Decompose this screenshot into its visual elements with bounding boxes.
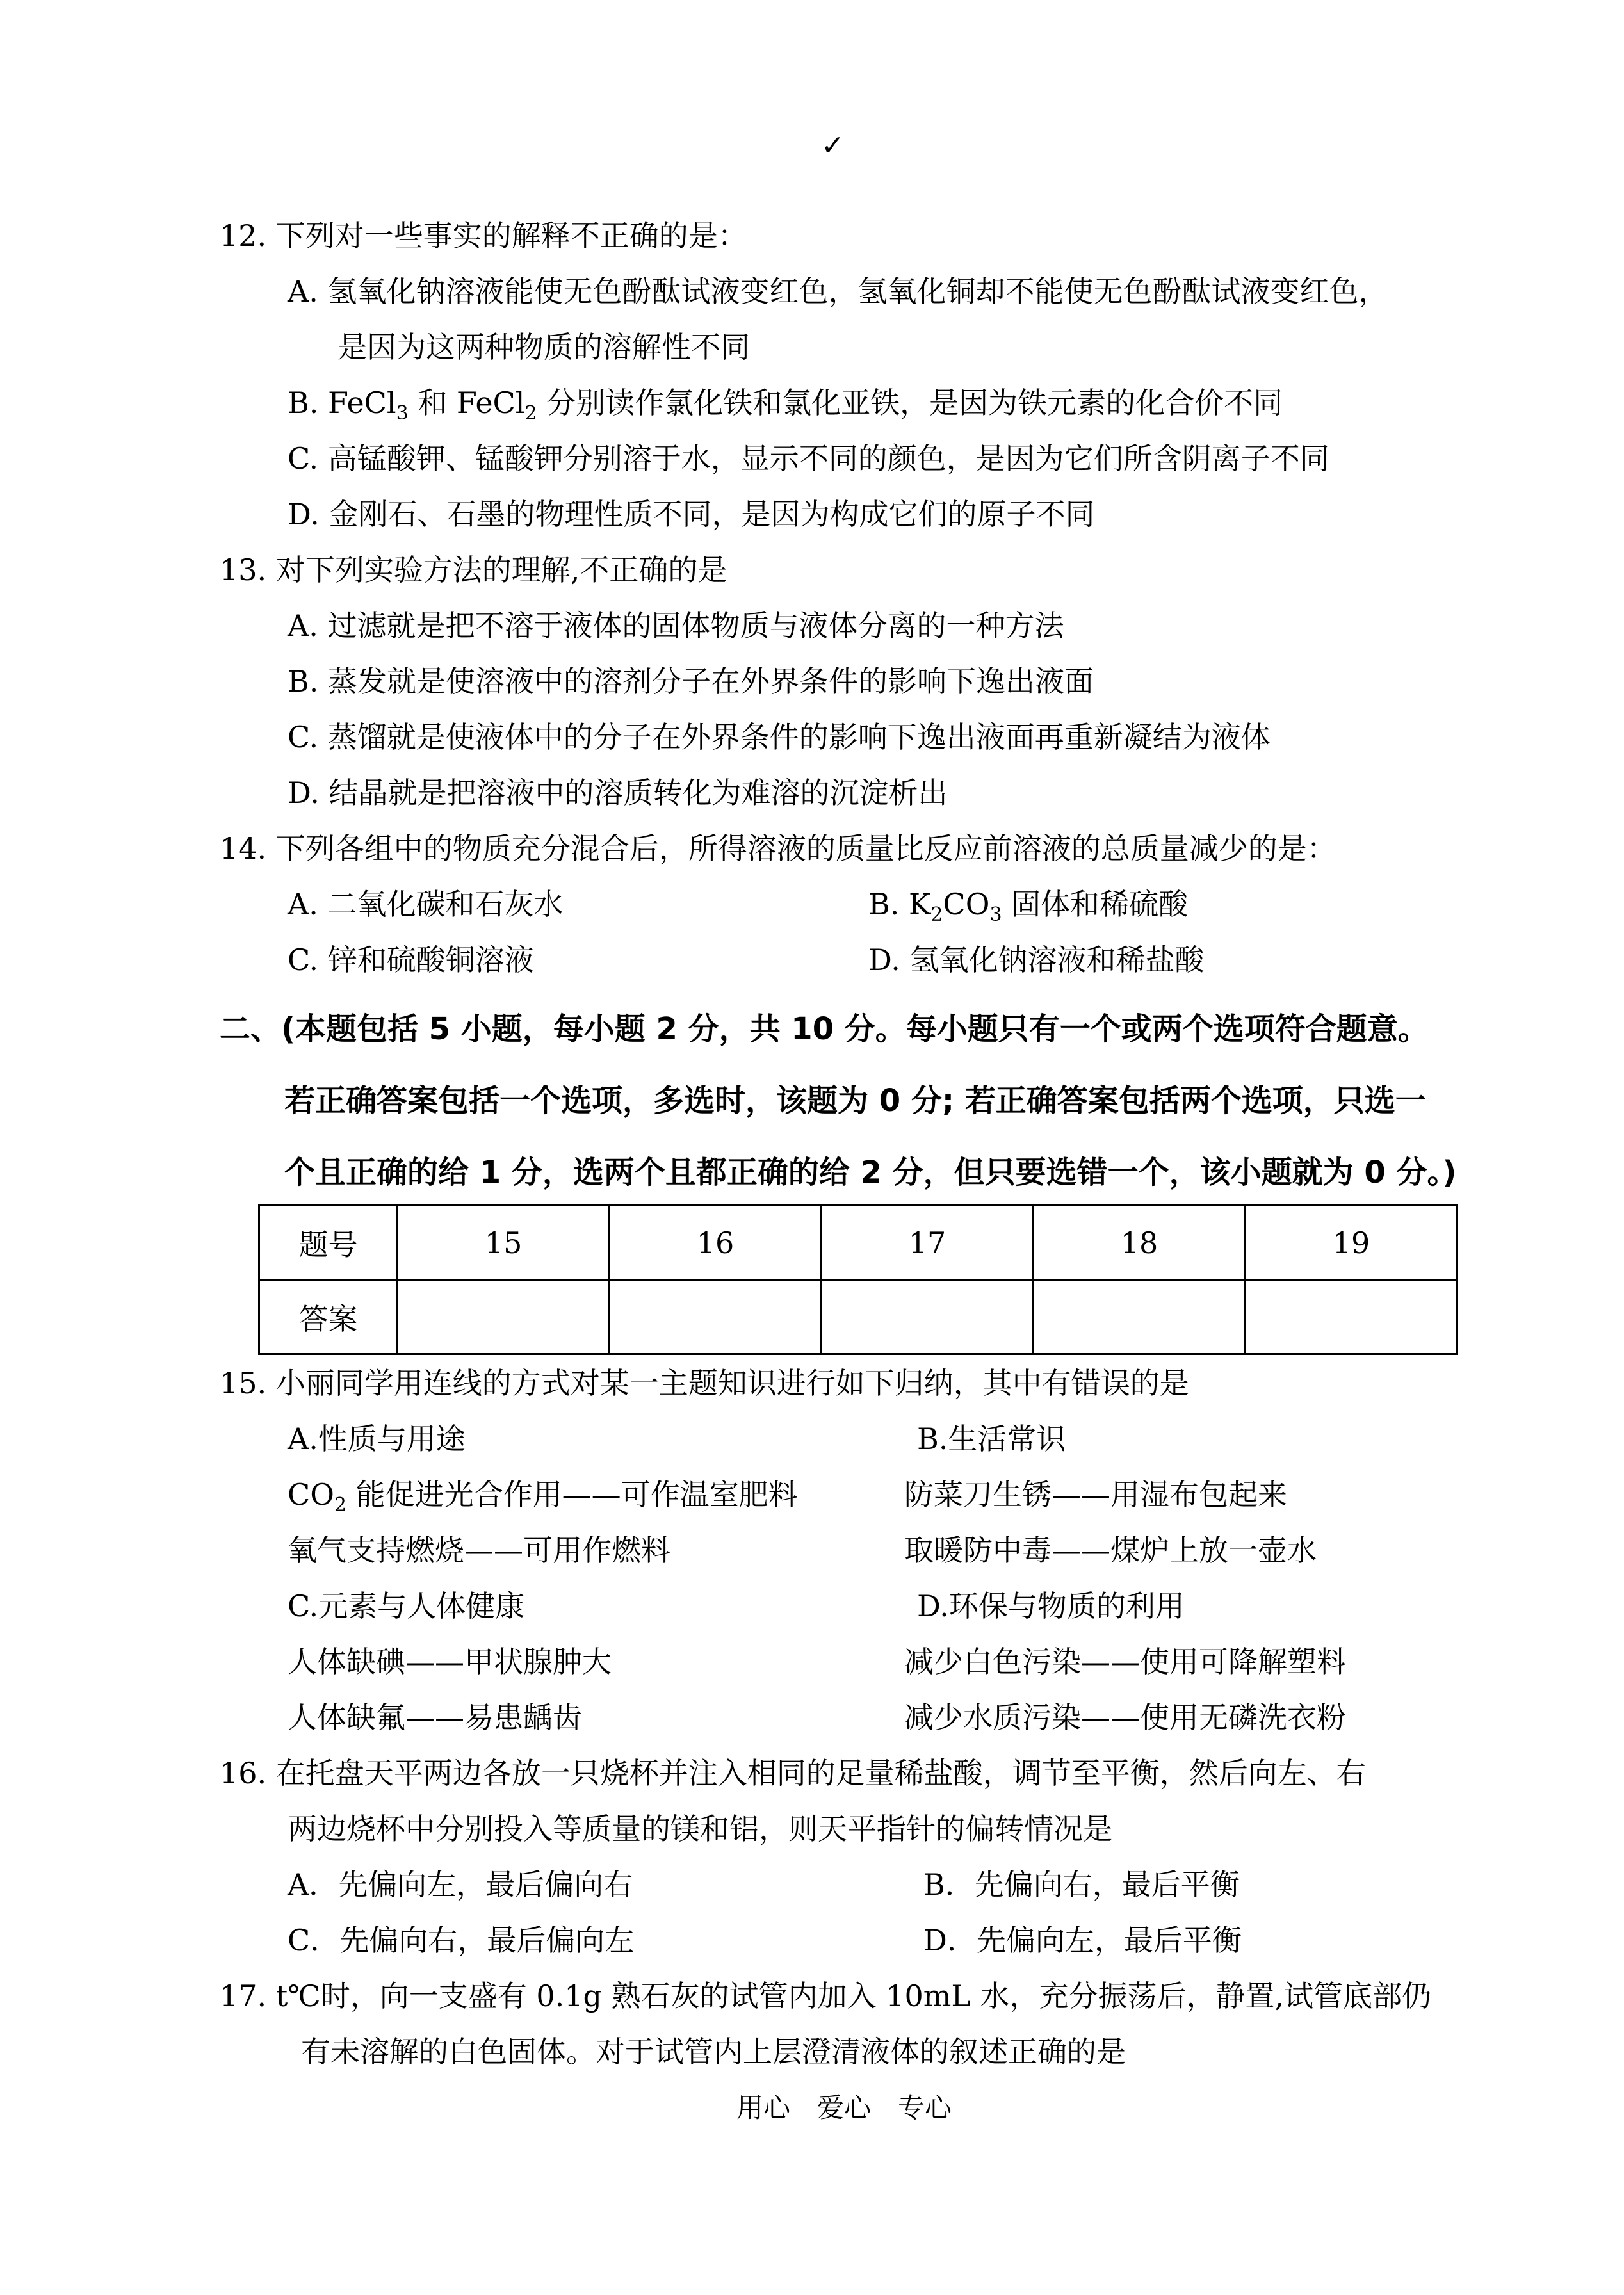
- q14-b-post: 固体和稀硫酸: [1002, 887, 1189, 921]
- q15-d-item2: 减少水质污染——使用无磷洗衣粉: [904, 1700, 1346, 1735]
- q17-stem-line1: 17. t℃时，向一支盛有 0.1g 熟石灰的试管内加入 10mL 水，充分振荡后，静置,试管底部仍: [220, 1979, 1432, 2013]
- q15-option-c-title: C.元素与人体健康: [288, 1589, 525, 1623]
- answer-cell[interactable]: [1245, 1280, 1457, 1354]
- q13-option-c: C. 蒸馏就是使液体中的分子在外界条件的影响下逸出液面再重新凝结为液体: [288, 720, 1271, 754]
- q14-b-sub2: 3: [989, 904, 1002, 926]
- table-header-question-number: 题号: [259, 1206, 398, 1280]
- q15-a1-sub: 2: [334, 1494, 347, 1516]
- table-question-number: 17: [822, 1206, 1034, 1280]
- q12-b-mid: 和 FeCl: [408, 385, 525, 420]
- q14-option-a: A. 二氧化碳和石灰水: [288, 887, 564, 921]
- q17-stem-line2: 有未溶解的白色固体。对于试管内上层澄清液体的叙述正确的是: [301, 2034, 1126, 2069]
- q15-option-b-title: B.生活常识: [917, 1422, 1066, 1456]
- q14-option-b: [868, 885, 1189, 926]
- q15-b-item2: 取暖防中毒——煤炉上放一壶水: [904, 1533, 1317, 1568]
- q12-b-sub1: 3: [396, 402, 409, 425]
- q14-stem: 14. 下列各组中的物质充分混合后，所得溶液的质量比反应前溶液的总质量减少的是：: [220, 831, 1336, 866]
- q12-b-pre: B. FeCl: [288, 385, 396, 420]
- q16-option-c: C．先偏向右，最后偏向左: [288, 1923, 635, 1958]
- q15-d-item1: 减少白色污染——使用可降解塑料: [904, 1644, 1346, 1679]
- q14-b-pre: B. K: [868, 887, 931, 921]
- answer-table: [258, 1204, 1458, 1355]
- page-footer: 用心 爱心 专心: [736, 2092, 952, 2123]
- q14-b-sub1: 2: [930, 904, 943, 926]
- q15-a-item1: [288, 1475, 798, 1514]
- q13-stem: 13. 对下列实验方法的理解,不正确的是: [220, 553, 727, 587]
- q15-c-item2: 人体缺氟——易患龋齿: [288, 1700, 582, 1735]
- q14-option-c: C. 锌和硫酸铜溶液: [288, 943, 534, 977]
- q15-a-item2: 氧气支持燃烧——可用作燃料: [288, 1533, 670, 1568]
- q15-option-d-title: D.环保与物质的利用: [917, 1589, 1185, 1623]
- q15-a1-post: 能促进光合作用——可作温室肥料: [346, 1477, 798, 1512]
- q12-option-b: [288, 384, 1283, 425]
- q14-b-mid: CO: [943, 887, 990, 921]
- answer-cell[interactable]: [1034, 1280, 1246, 1354]
- q12-option-a-line2: 是因为这两种物质的溶解性不同: [337, 330, 750, 364]
- answer-table-number-row: [259, 1206, 1458, 1280]
- q15-a1-pre: CO: [288, 1477, 334, 1512]
- q12-option-a-line1: A. 氢氧化钠溶液能使无色酚酞试液变红色，氢氧化铜却不能使无色酚酞试液变红色，: [288, 274, 1388, 309]
- table-question-number: 19: [1245, 1206, 1457, 1280]
- answer-cell[interactable]: [822, 1280, 1034, 1354]
- q13-option-a: A. 过滤就是把不溶于液体的固体物质与液体分离的一种方法: [288, 608, 1064, 643]
- q13-option-b: B. 蒸发就是使溶液中的溶剂分子在外界条件的影响下逸出液面: [288, 664, 1094, 699]
- q13-option-d: D. 结晶就是把溶液中的溶质转化为难溶的沉淀析出: [288, 775, 948, 810]
- q16-stem-line2: 两边烧杯中分别投入等质量的镁和铝，则天平指针的偏转情况是: [288, 1812, 1112, 1846]
- table-question-number: 16: [610, 1206, 822, 1280]
- table-header-answer: 答案: [259, 1280, 398, 1354]
- section2-instructions-line3: 个且正确的给 1 分，选两个且都正确的给 2 分，但只要选错一个，该小题就为 0 分。): [284, 1155, 1457, 1190]
- q15-stem: 15. 小丽同学用连线的方式对某一主题知识进行如下归纳，其中有错误的是: [220, 1366, 1189, 1400]
- q12-option-c: C. 高锰酸钾、锰酸钾分别溶于水，显示不同的颜色，是因为它们所含阴离子不同: [288, 441, 1329, 476]
- q16-option-b: B．先偏向右，最后平衡: [923, 1867, 1240, 1902]
- q15-option-a-title: A.性质与用途: [288, 1422, 466, 1456]
- answer-table-answer-row: [259, 1280, 1458, 1354]
- q12-option-d: D. 金刚石、石墨的物理性质不同，是因为构成它们的原子不同: [288, 497, 1095, 531]
- section2-instructions-line2: 若正确答案包括一个选项，多选时，该题为 0 分; 若正确答案包括两个选项，只选一: [284, 1083, 1426, 1119]
- q16-stem-line1: 16. 在托盘天平两边各放一只烧杯并注入相同的足量稀盐酸，调节至平衡，然后向左、右: [220, 1756, 1366, 1790]
- section2-instructions-line1: 二、(本题包括 5 小题，每小题 2 分，共 10 分。每小题只有一个或两个选项符合题意。: [220, 1011, 1429, 1047]
- q12-b-post: 分别读作氯化铁和氯化亚铁，是因为铁元素的化合价不同: [537, 385, 1283, 420]
- answer-cell[interactable]: [398, 1280, 610, 1354]
- check-mark: ✓: [821, 129, 845, 162]
- table-question-number: 15: [398, 1206, 610, 1280]
- q14-option-d: D. 氢氧化钠溶液和稀盐酸: [868, 943, 1205, 977]
- q15-b-item1: 防菜刀生锈——用湿布包起来: [904, 1477, 1287, 1512]
- q16-option-a: A．先偏向左，最后偏向右: [288, 1867, 633, 1902]
- q15-c-item1: 人体缺碘——甲状腺肿大: [288, 1644, 612, 1679]
- table-question-number: 18: [1034, 1206, 1246, 1280]
- answer-cell[interactable]: [610, 1280, 822, 1354]
- q12-b-sub2: 2: [524, 402, 537, 425]
- q12-stem: 12. 下列对一些事实的解释不正确的是：: [220, 218, 747, 253]
- q16-option-d: D．先偏向左，最后平衡: [923, 1923, 1242, 1958]
